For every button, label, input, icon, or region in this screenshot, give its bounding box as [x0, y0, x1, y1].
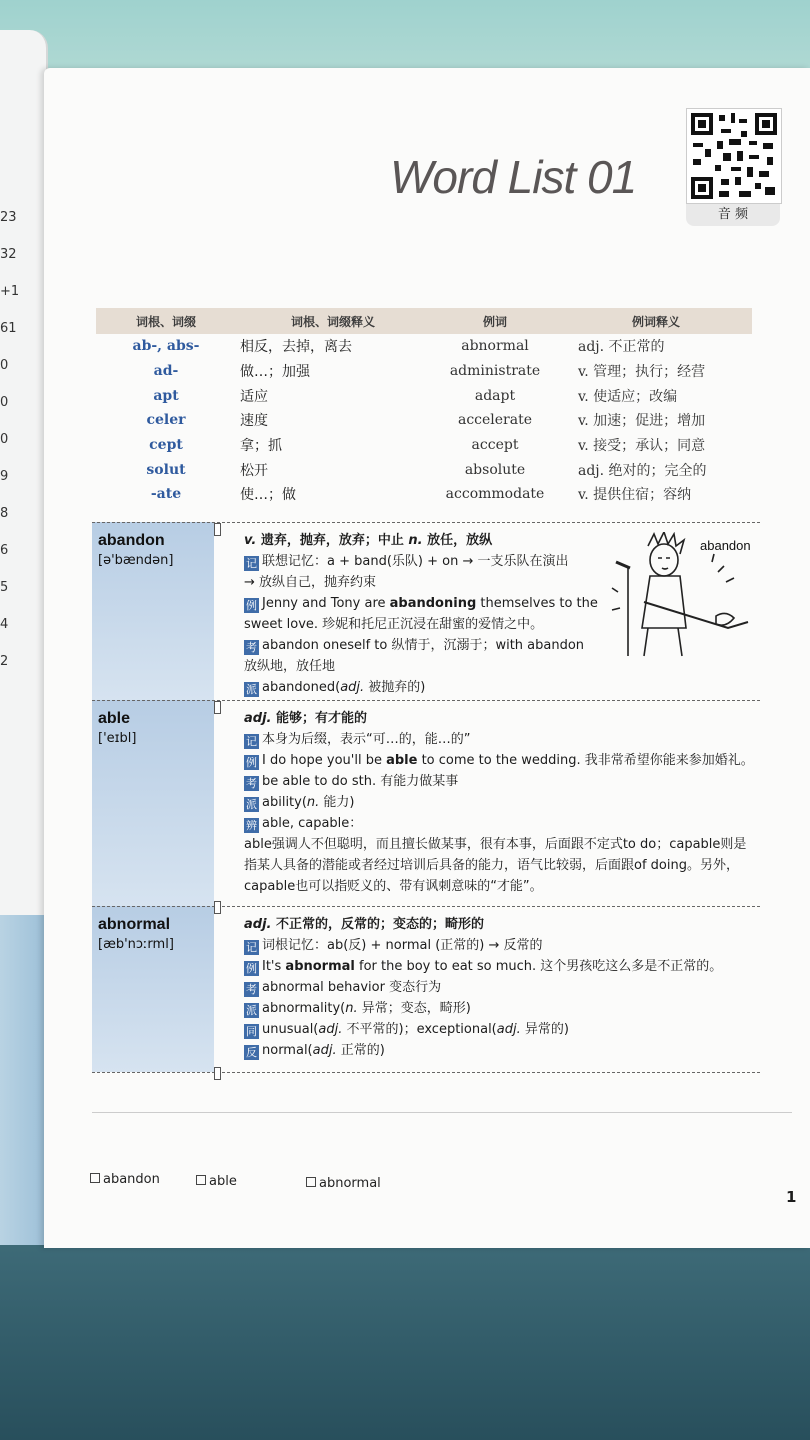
usage-text: be able to do sth. 有能力做某事	[262, 774, 459, 789]
entry-abnormal	[92, 906, 760, 1072]
headword: abandon	[98, 532, 165, 549]
prev-page-number: 9	[0, 469, 9, 484]
derivative-text: abandoned(	[262, 680, 341, 695]
prev-page-number: 8	[0, 506, 9, 521]
definition-text: 遗弃，抛弃，放弃；中止	[256, 533, 409, 548]
checklist-item[interactable]	[90, 1172, 160, 1187]
example-text: Jenny and Tony are	[262, 596, 390, 611]
example-keyword: abnormal	[285, 959, 355, 974]
header-root-meaning: 词根、词缀释义	[236, 308, 430, 334]
example-meaning-cell: adj. 不正常的	[578, 339, 665, 356]
memory-tag: 记	[246, 735, 257, 748]
part-of-speech: adj.	[496, 1022, 521, 1037]
part-of-speech: n.	[306, 795, 320, 810]
part-of-speech: n.	[345, 1001, 358, 1016]
example-word-cell: administrate	[449, 363, 541, 380]
entry-divider	[92, 906, 760, 907]
example-word-cell: accommodate	[445, 486, 545, 503]
part-of-speech: adj.	[318, 1022, 343, 1037]
root-cell: ab-, abs-	[132, 338, 200, 355]
memory-text: 词根记忆：ab(反) + normal (正常的) → 反常的	[262, 938, 543, 953]
checkbox-icon	[306, 1177, 316, 1187]
root-cell: apt	[153, 387, 179, 404]
usage-tag: 考	[246, 777, 257, 790]
illustration-label: abandon	[700, 538, 751, 553]
prev-page-number: 5	[0, 580, 9, 595]
synonym-text: unusual(	[262, 1022, 319, 1037]
example-text: themselves to the	[476, 596, 598, 611]
example-keyword: able	[386, 753, 418, 768]
example-sentence	[244, 593, 598, 614]
derivative-text: ability(	[262, 795, 307, 810]
definition-text: 放任，放纵	[422, 533, 493, 548]
phonetic: [æb'nɔːrml]	[98, 937, 174, 952]
example-tag: 例	[246, 756, 257, 769]
checklist-item[interactable]	[306, 1176, 381, 1191]
table-surface-bottom	[0, 1240, 810, 1440]
usage-note	[244, 977, 754, 998]
page-title: Word List 01	[390, 151, 637, 203]
derivative-tag: 派	[246, 798, 257, 811]
entry-body	[244, 530, 598, 698]
derivative-text: 能力)	[319, 795, 355, 810]
prev-page-number: 2	[0, 654, 9, 669]
header-example-word: 例词	[430, 308, 560, 334]
root-meaning-cell: 使…；做	[240, 487, 296, 504]
table-row	[96, 408, 752, 433]
derivative	[244, 677, 594, 698]
usage-text: abnormal behavior 变态行为	[262, 980, 442, 995]
definition	[244, 708, 754, 729]
example-keyword: abandoning	[389, 596, 477, 611]
table-row	[96, 359, 752, 384]
memory-note	[244, 935, 754, 956]
entry-divider	[92, 522, 760, 523]
memory-tag: 记	[246, 941, 257, 954]
audio-label: 音 频	[686, 204, 780, 226]
synonym-note	[244, 1019, 754, 1040]
entry-divider	[92, 700, 760, 701]
example-sentence	[244, 956, 754, 977]
checklist-word: abandon	[103, 1172, 160, 1187]
example-tag: 例	[246, 962, 257, 975]
antonym-tag: 反	[246, 1046, 257, 1059]
table-row	[96, 457, 752, 482]
checkbox-icon	[90, 1173, 100, 1183]
derivative-text: 被抛弃的)	[364, 680, 426, 695]
part-of-speech: adj.	[340, 680, 365, 695]
divider-marker	[214, 701, 221, 714]
example-word-cell: absolute	[464, 461, 526, 478]
distinction-text: able, capable：	[262, 816, 363, 831]
root-cell: celer	[146, 412, 186, 429]
derivative	[244, 998, 754, 1019]
usage-tag: 考	[246, 641, 257, 654]
memory-note	[244, 729, 754, 750]
root-cell: solut	[146, 461, 186, 478]
derivative-text: 异常；变态，畸形)	[357, 1001, 471, 1016]
example-text: to come to the wedding. 我非常希望你能来参加婚礼。	[417, 753, 754, 768]
phonetic: ['eɪbl]	[98, 731, 137, 746]
roots-table-header	[96, 308, 752, 334]
antonym-note	[244, 1040, 754, 1061]
root-cell: -ate	[150, 486, 182, 503]
prev-page-number: 4	[0, 617, 9, 632]
page-number: 1	[786, 1188, 797, 1206]
usage-text: abandon oneself to 纵情于，沉溺于；with abandon	[262, 638, 585, 653]
table-row	[96, 433, 752, 458]
table-row	[96, 383, 752, 408]
example-text: It's	[262, 959, 286, 974]
prev-page-number: +1	[0, 284, 20, 299]
distinction-tag: 辨	[246, 819, 257, 832]
entry-body	[244, 708, 754, 897]
phonetic: [ə'bændən]	[98, 553, 174, 568]
qr-code[interactable]	[686, 108, 782, 204]
example-tag: 例	[246, 599, 257, 612]
derivative-text: abnormality(	[262, 1001, 346, 1016]
usage-tag: 考	[246, 983, 257, 996]
roots-table	[96, 308, 752, 507]
usage-note	[244, 635, 594, 656]
root-meaning-cell: 相反，去掉，离去	[240, 339, 352, 356]
root-cell: ad-	[153, 363, 179, 380]
table-row	[96, 334, 752, 359]
divider-marker	[214, 523, 221, 536]
definition	[244, 914, 754, 935]
checklist-word: abnormal	[319, 1176, 381, 1191]
antonym-text: 正常的)	[336, 1043, 385, 1058]
headword: abnormal	[98, 916, 171, 933]
definition	[244, 530, 594, 551]
example-word-cell: accelerate	[457, 412, 533, 429]
checklist-item[interactable]	[196, 1174, 237, 1189]
part-of-speech: n.	[408, 533, 423, 548]
example-meaning-cell: adj. 绝对的；完全的	[578, 462, 707, 479]
prev-page-number: 0	[0, 395, 9, 410]
entry-divider	[92, 1072, 760, 1073]
header-example-meaning: 例词释义	[560, 308, 752, 334]
example-translation: sweet love. 珍妮和托尼正沉浸在甜蜜的爱情之中。	[244, 617, 544, 632]
antonym-text: normal(	[262, 1043, 313, 1058]
memory-text: 联想记忆：a + band(乐队) + on → 一支乐队在演出	[262, 554, 569, 569]
prev-page-number: 0	[0, 358, 9, 373]
example-meaning-cell: v. 接受；承认；同意	[578, 438, 706, 455]
example-meaning-cell: v. 加速；促进；增加	[578, 413, 706, 430]
part-of-speech: adj.	[244, 917, 272, 932]
example-sentence	[244, 750, 754, 771]
previous-page-band	[0, 915, 46, 1245]
root-meaning-cell: 做…；加强	[240, 364, 310, 381]
qr-code-icon	[687, 109, 781, 203]
root-meaning-cell: 适应	[240, 388, 268, 405]
memory-text: 本身为后缀，表示“可…的，能…的”	[262, 732, 471, 747]
example-word-cell: abnormal	[461, 338, 529, 355]
header-root: 词根、词缀	[96, 308, 236, 334]
derivative-tag: 派	[246, 1004, 257, 1017]
example-meaning-cell: v. 提供住宿；容纳	[578, 487, 692, 504]
part-of-speech: adj.	[312, 1043, 337, 1058]
checklist-word: able	[209, 1174, 237, 1189]
root-cell: cept	[149, 437, 183, 454]
distinction-note	[244, 813, 754, 834]
example-meaning-cell: v. 管理；执行；经营	[578, 364, 706, 381]
footer-rule	[92, 1112, 792, 1113]
distinction-explanation: able强调人不但聪明，而且擅长做某事，很有本事，后面跟不定式to do；capable则是指某人具备的潜能或者经过培训后具备的能力，语气比较弱，后面跟of doing。另外，capable也可以指贬义的、带有讽刺意味的“才能”。	[244, 837, 747, 894]
prev-page-number: 23	[0, 210, 17, 225]
synonym-text: 不平常的)；exceptional(	[342, 1022, 497, 1037]
synonym-tag: 同	[246, 1025, 257, 1038]
example-meaning-cell: v. 使适应；改编	[578, 388, 678, 405]
prev-page-number: 61	[0, 321, 17, 336]
table-row	[96, 482, 752, 507]
usage-note	[244, 771, 754, 792]
prev-page-number: 6	[0, 543, 9, 558]
memory-note-cont: → 放纵自己，抛弃约束	[244, 575, 377, 590]
example-word-cell: accept	[471, 437, 519, 454]
headword: able	[98, 710, 131, 727]
derivative-tag: 派	[246, 683, 257, 696]
prev-page-number: 0	[0, 432, 9, 447]
derivative	[244, 792, 754, 813]
definition-text: 不正常的，反常的；变态的；畸形的	[271, 917, 485, 932]
entry-able	[92, 700, 760, 906]
divider-marker	[214, 1067, 221, 1080]
divider-marker	[214, 901, 221, 914]
previous-page-edge	[0, 30, 48, 1245]
entry-body	[244, 914, 754, 1061]
root-meaning-cell: 速度	[240, 413, 268, 430]
part-of-speech: adj.	[244, 711, 272, 726]
synonym-text: 异常的)	[520, 1022, 569, 1037]
example-text: for the boy to eat so much. 这个男孩吃这么多是不正常的。	[354, 959, 723, 974]
example-word-cell: adapt	[474, 387, 516, 404]
memory-note	[244, 551, 594, 572]
checkbox-icon	[196, 1175, 206, 1185]
prev-page-number: 32	[0, 247, 17, 262]
memory-tag: 记	[246, 557, 257, 570]
part-of-speech: v.	[244, 533, 257, 548]
root-meaning-cell: 拿；抓	[240, 438, 282, 455]
root-meaning-cell: 松开	[240, 462, 268, 479]
definition-text: 能够；有才能的	[271, 711, 368, 726]
usage-note-cont: 放纵地，放任地	[244, 659, 336, 674]
example-text: I do hope you'll be	[262, 753, 387, 768]
